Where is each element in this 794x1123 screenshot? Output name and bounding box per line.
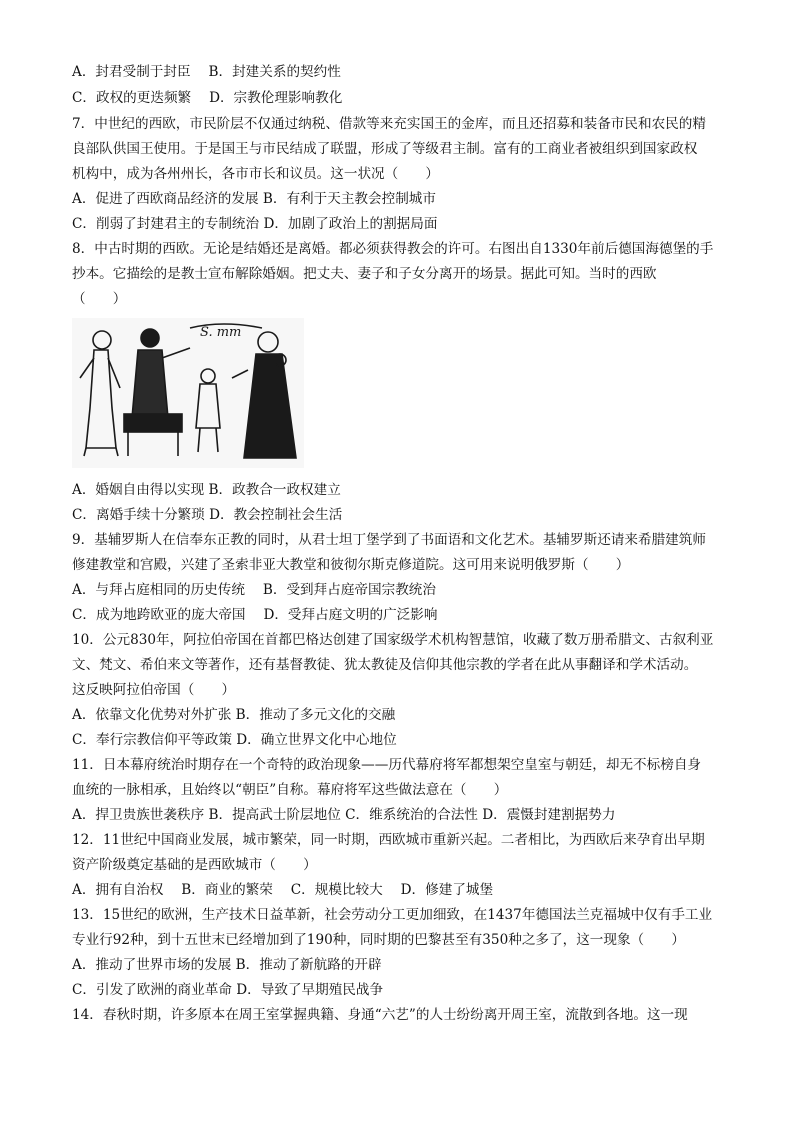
- q10-options-ab: A．依靠文化优势对外扩张 B．推动了多元文化的交融: [72, 707, 396, 723]
- q10-options-cd: C．奉行宗教信仰平等政策 D．确立世界文化中心地位: [72, 732, 397, 748]
- q14-stem-line-1: 14．春秋时期，许多原本在周王室掌握典籍、身通“六艺”的人士纷纷离开周王室，流散到各地。这一现: [72, 1007, 688, 1023]
- manuscript-inscription: S. mm: [200, 325, 242, 340]
- q10-stem-line-3: 这反映阿拉伯帝国（ ）: [72, 682, 236, 698]
- q10-stem-line-2: 文、梵文、希伯来文等著作，还有基督教徒、犹太教徒及信仰其他宗教的学者在此从事翻译和学术活动。: [72, 657, 698, 673]
- q11-options: A．捍卫贵族世袭秩序 B．提高武士阶层地位 C．维系统治的合法性 D．震慑封建割据势力: [72, 807, 616, 823]
- q13-options-ab: A．推动了世界市场的发展 B．推动了新航路的开辟: [72, 957, 382, 973]
- q6-options-cd: C．政权的更迭频繁 D．宗教伦理影响教化: [72, 90, 343, 106]
- q10-stem-line-1: 10．公元830年，阿拉伯帝国在首都巴格达创建了国家级学术机构智慧馆，收藏了数万册希腊文、古叙利亚: [72, 632, 714, 648]
- q8-stem-line-3: （ ）: [72, 291, 127, 307]
- q9-stem-line-1: 9．基辅罗斯人在信奉东正教的同时，从君士坦丁堡学到了书面语和文化艺术。基辅罗斯还请来希腊建筑师: [72, 532, 706, 548]
- q12-stem-line-1: 12．11世纪中国商业发展，城市繁荣，同一时期，西欧城市重新兴起。二者相比，为西欧后来孕育出早期: [72, 832, 705, 848]
- q8-stem-line-2: 抄本。它描绘的是教士宣布解除婚姻。把丈夫、妻子和子女分离开的场景。据此可知。当时的西欧: [72, 266, 657, 282]
- q13-stem-line-2: 专业行92种，到十五世末已经增加到了190种，同时期的巴黎甚至有350种之多了，这一现象（ ）: [72, 932, 685, 948]
- manuscript-illustration: [72, 318, 304, 468]
- q7-stem-line-3: 机构中，成为各州州长，各市市长和议员。这一状况（ ）: [72, 166, 440, 182]
- q7-stem-line-1: 7．中世纪的西欧，市民阶层不仅通过纳税、借款等来充实国王的金库，而且还招募和装备市民和农民的精: [72, 116, 706, 132]
- q12-options: A．拥有自治权 B．商业的繁荣 C．规模比较大 D．修建了城堡: [72, 882, 494, 898]
- q13-stem-line-1: 13．15世纪的欧洲，生产技术日益革新，社会劳动分工更加细致，在1437年德国法兰克福城中仅有手工业: [72, 907, 713, 923]
- q9-options-ab: A．与拜占庭相同的历史传统 B．受到拜占庭帝国宗教统治: [72, 582, 436, 598]
- q9-options-cd: C．成为地跨欧亚的庞大帝国 D．受拜占庭文明的广泛影响: [72, 607, 438, 623]
- q7-options-cd: C．削弱了封建君主的专制统治 D．加剧了政治上的割据局面: [72, 216, 438, 232]
- q9-stem-line-2: 修建教堂和宫殿，兴建了圣索非亚大教堂和彼彻尔斯克修道院。这可用来说明俄罗斯（ ）: [72, 557, 630, 573]
- q11-stem-line-2: 血统的一脉相承，且始终以“朝臣”自称。幕府将军这些做法意在（ ）: [72, 782, 508, 798]
- q13-options-cd: C．引发了欧洲的商业革命 D．导致了早期殖民战争: [72, 982, 384, 998]
- q12-stem-line-2: 资产阶级奠定基础的是西欧城市（ ）: [72, 857, 317, 873]
- q8-stem-line-1: 8．中古时期的西欧。无论是结婚还是离婚。都必须获得教会的许可。右图出自1330年前后德国海德堡的手: [72, 241, 714, 257]
- q11-stem-line-1: 11．日本幕府统治时期存在一个奇特的政治现象——历代幕府将军都想架空皇室与朝廷，却无不标榜自身: [72, 757, 702, 773]
- q6-options-ab: A．封君受制于封臣 B．封建关系的契约性: [72, 64, 341, 80]
- q7-options-ab: A．促进了西欧商品经济的发展 B．有利于天主教会控制城市: [72, 191, 436, 207]
- q8-options-ab: A．婚姻自由得以实现 B．政教合一政权建立: [72, 482, 341, 498]
- q7-stem-line-2: 良部队供国王使用。于是国王与市民结成了联盟，形成了等级君主制。富有的工商业者被组织到国家政权: [72, 141, 698, 157]
- q8-options-cd: C．离婚手续十分繁琐 D．教会控制社会生活: [72, 507, 343, 523]
